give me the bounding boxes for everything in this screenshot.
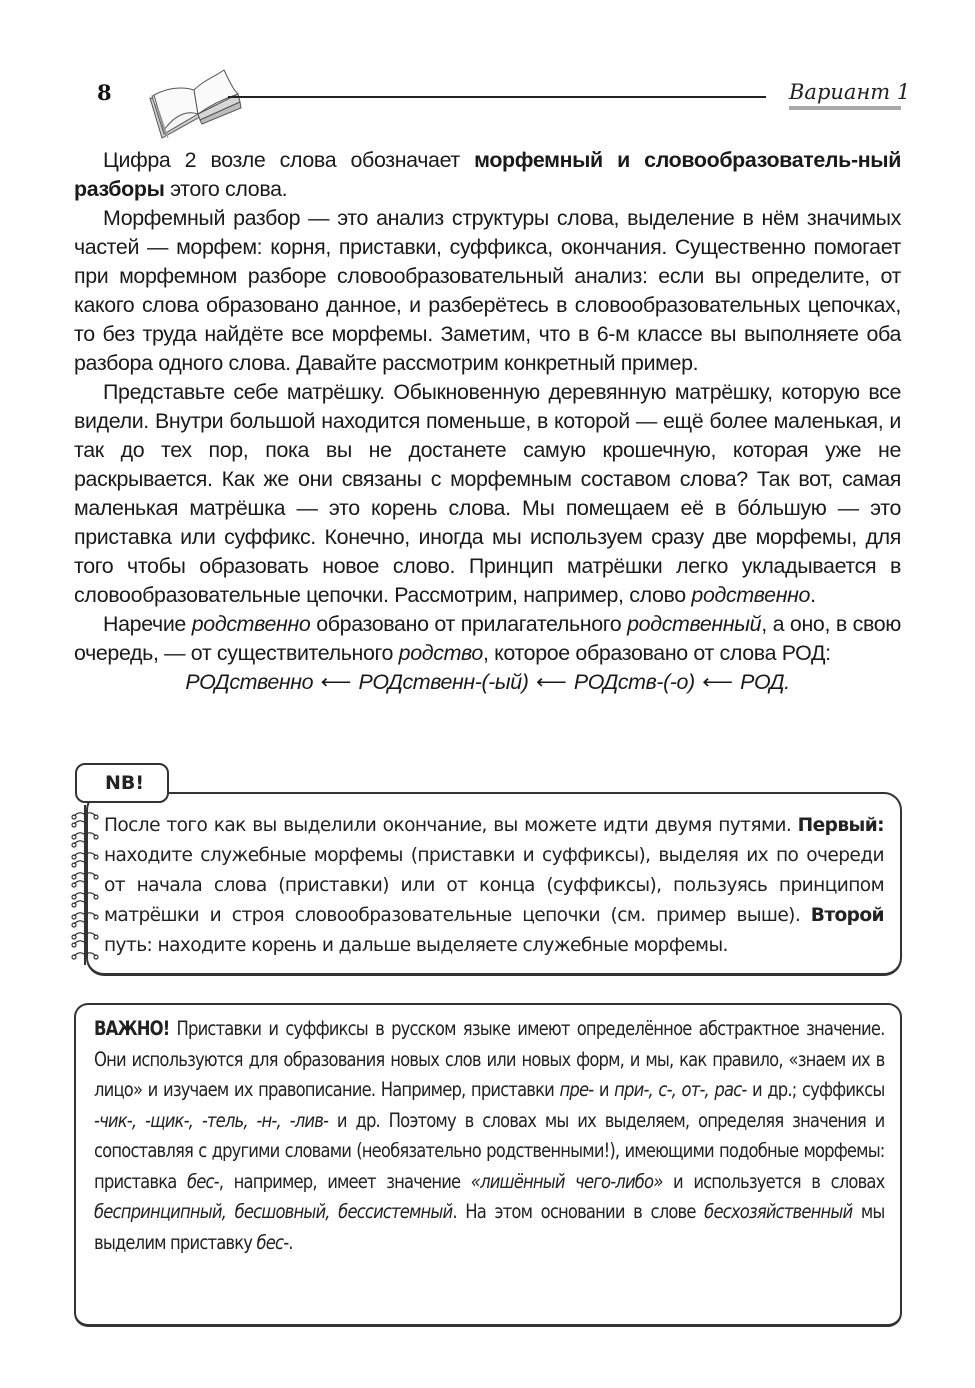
chain-item: РОДств-(-о) [573,670,695,694]
spiral-rings-icon [68,810,102,970]
important-text [94,1014,885,1258]
text: путь: находите корень и дальше выделяете служебные морфемы. [104,935,728,956]
text: Наречие [103,612,192,636]
open-book-icon [142,68,242,146]
text: мы выделим приставку [94,1200,885,1254]
chain-item: РОД. [740,670,790,694]
text: и используется в словах [662,1169,885,1193]
italic-word: -чик-, -щик-, -тель, -н-, -лив- [94,1108,329,1132]
bold-term: Второй [810,905,884,926]
text: Цифра 2 возле слова обозначает [103,148,475,172]
text: Приставки и суффиксы в русском языке имеют определённое абстрактное значение. Они используются для образования новых слов или новых форм, и мы, как правило, «знаем их в лицо» и изучаем их правописание. Например, приставки [94,1017,885,1101]
nb-paragraph [104,811,884,961]
text: находите служебные морфемы (приставки и суффиксы), выделяя их по очереди от начала слова (приставки) или от конца (суффиксы), пользуясь принципом матрёшки и строя словообразовательные цепочки (см. пример выше). [104,845,884,926]
italic-word: бес- [186,1169,219,1193]
text: образовано от прилагательного [310,612,628,636]
paragraph-3 [74,378,901,610]
italic-word: «лишённый чего-либо» [470,1169,663,1193]
header-rule [228,96,766,98]
italic-word: пре- [559,1078,594,1101]
text: и [593,1078,615,1101]
left-arrow-icon: ⟵ [536,670,567,694]
page-number: 8 [97,80,112,105]
bold-term: морфемный и словообразователь-ный разборы [74,148,902,201]
italic-word: родство [398,641,483,665]
text: , например, имеет значение [218,1169,471,1193]
chain-item: РОДственно [185,670,314,694]
bold-term: Первый: [797,815,884,836]
text: . [288,1230,293,1254]
left-arrow-icon: ⟵ [320,670,351,694]
italic-word: бесхозяйственный [704,1200,853,1223]
nb-tab [75,763,169,803]
paragraph-2: Морфемный разбор — это анализ структуры слова, выделение в нём значимых частей — морфем: корня, приставки, суффикса, окончания. Существенно помогает при морфемном разборе словообразовательный анализ: если вы определите, от какого слова образовано данное, и разберётесь в словообразовательных цепочках, то без труда найдёте все морфемы. Заметим, что в 6-м классе вы выполняете оба разбора одного слова. Давайте рассмотрим конкретный пример. [74,206,901,375]
italic-word: родственно [691,583,811,607]
text: , а оно, в свою очередь, — от существительного [74,612,901,665]
variant-underline [789,106,901,110]
text: и др. Поэтому в словах мы их выделяем, определяя значения и сопоставляя с другими словами (необязательно родственными!), имеющими подобные морфемы: приставка [94,1108,885,1193]
text: . На этом основании в слове [452,1200,705,1223]
nb-text [104,811,884,961]
chain-item: РОДственн-(-ый) [358,670,529,694]
word-formation-chain [74,668,901,697]
italic-word: при-, с-, от-, рас- [614,1078,747,1101]
text: Представьте себе матрёшку. Обыкновенную деревянную матрёшку, которую все видели. Внутри большой находится поменьше, в которой — ещё более маленькая, и так до тех пор, пока вы не достанете самую крошечную, которая уже не раскрывается. Как же они связаны с морфемным составом слова? Так вот, самая маленькая матрёшка — это корень слова. Мы помещаем её в бóльшую — это приставка или суффикс. Конечно, иногда мы используем сразу две морфемы, для того чтобы образовать новое слово. Принцип матрёшки легко укладывается в словообразовательные цепочки. Рассмотрим, например, слово [74,380,901,607]
italic-word: беспринципный, бесшовный, бессистемный [94,1200,453,1223]
page-header [0,0,975,150]
nb-label: NB! [105,772,145,794]
text: , которое образовано от слова РОД: [482,641,831,665]
main-text [74,146,901,697]
italic-word: родственный [627,612,762,636]
text: этого слова. [164,177,288,201]
important-label: ВАЖНО! [94,1017,170,1040]
text: . [810,583,816,607]
important-paragraph [94,1014,885,1258]
text: После того как вы выделили окончание, вы можете идти двумя путями. [104,815,798,836]
left-arrow-icon: ⟵ [702,670,733,694]
paragraph-4 [74,610,901,668]
text: и др.; суффиксы [746,1078,885,1101]
italic-word: бес- [256,1230,289,1254]
variant-label: Вариант 1 [789,80,911,104]
paragraph-1 [74,146,901,204]
italic-word: родственно [191,612,311,636]
